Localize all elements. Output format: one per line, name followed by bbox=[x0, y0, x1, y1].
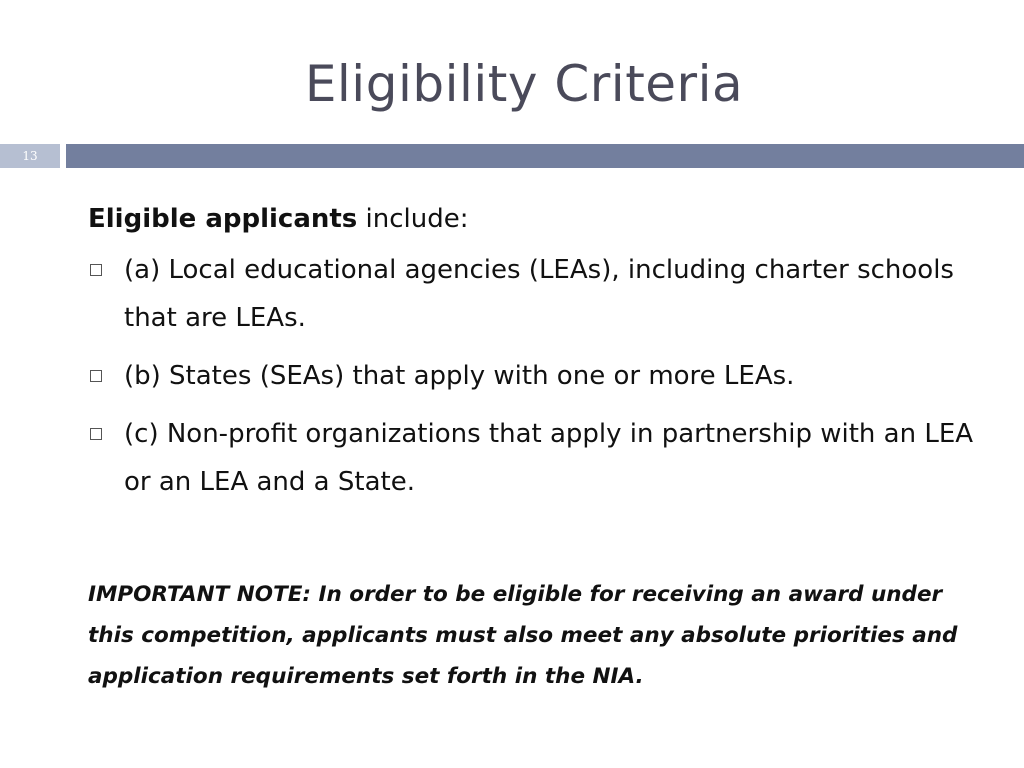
title-underline-bar bbox=[66, 144, 1024, 168]
bullet-text: (a) Local educational agencies (LEAs), including charter schools that are LEAs. bbox=[124, 255, 954, 333]
bullet-item bbox=[88, 246, 998, 342]
slide-number: 13 bbox=[0, 144, 60, 168]
important-note: IMPORTANT NOTE: In order to be eligible for receiving an award under this competition, applicants must also meet any absolute priorities and application requirements set forth in the NIA. bbox=[88, 582, 958, 689]
intro-text: include: bbox=[357, 204, 469, 234]
bullet-item bbox=[88, 410, 998, 506]
intro-bold-text: Eligible applicants bbox=[88, 204, 358, 234]
bullet-text: (c) Non-profit organizations that apply in partnership with an LEA or an LEA and a State. bbox=[124, 419, 974, 497]
intro-line bbox=[88, 196, 998, 242]
slide-content bbox=[88, 196, 998, 516]
bullet-list bbox=[88, 246, 998, 506]
bullet-item bbox=[88, 352, 998, 400]
square-bullet-icon bbox=[90, 428, 102, 440]
square-bullet-icon bbox=[90, 370, 102, 382]
bullet-text: (b) States (SEAs) that apply with one or more LEAs. bbox=[124, 361, 795, 391]
square-bullet-icon bbox=[90, 264, 102, 276]
slide-title: Eligibility Criteria bbox=[304, 55, 744, 113]
